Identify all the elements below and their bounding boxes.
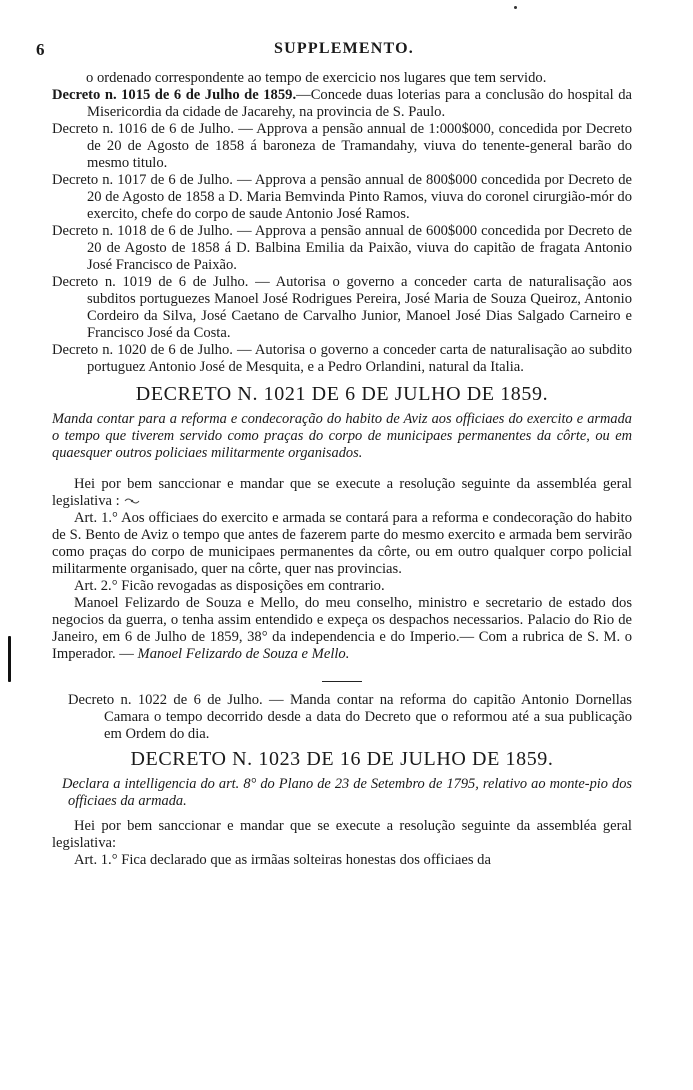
- decree-1023-preamble: Hei por bem sanccionar e mandar que se execute a resolução seguinte da assembléa geral legislativa:: [52, 818, 632, 851]
- ornament-icon: [123, 496, 141, 506]
- decree-1021-article-2: [52, 578, 632, 595]
- decree-1023-title: DECRETO N. 1023 DE 16 DE JULHO DE 1859.: [130, 748, 554, 770]
- decree-1020-entry: Decreto n. 1020 de 6 de Julho. — Autorisa o governo a conceder carta de naturalisação ao subdito portuguez Antonio José de Mesquita, e a Pedro Orlandini, natural da Italia.: [52, 342, 632, 375]
- decree-1023-article-1: [52, 852, 632, 869]
- article-1-label: Art. 1.°: [74, 852, 118, 868]
- article-1-text: Fica declarado que as irmãas solteiras honestas dos officiaes da: [121, 852, 491, 868]
- decree-1021-signature: Manoel Felizardo de Souza e Mello.: [137, 646, 350, 662]
- decree-1015-text: —Concede duas loterias para a conclusão do hospital da Misericordia da cidade de Jacarehy, na provincia de S. Paulo.: [87, 87, 632, 120]
- margin-mark: [8, 636, 11, 682]
- section-divider: [322, 681, 362, 682]
- decree-1021-title: DECRETO N. 1021 DE 6 DE JULHO DE 1859.: [135, 383, 549, 405]
- decree-1018-entry: Decreto n. 1018 de 6 de Julho. — Approva a pensão annual de 600$000 concedida por Decreto de 20 de Agosto de 1858 á D. Balbina Emilia da Paixão, viuva do capitão de fragata Antonio José Francisco de Paixão.: [52, 223, 632, 273]
- page-header: [34, 40, 654, 64]
- decree-1021-article-1: [52, 510, 632, 578]
- decree-1021-closing: Manoel Felizardo de Souza e Mello, do meu conselho, ministro e secretario de estado dos negocios da guerra, o tenha assim entendido e expeça os despachos necessarios. Palacio do Rio de Janeiro, em 6 de Julho de 1859, 38° da independencia e do Imperio.— Com a rubrica de S. M. o Imperador. — Manoel Felizardo de Souza e Mello.: [52, 595, 632, 662]
- decree-1015-heading: Decreto n. 1015 de 6 de Julho de 1859.: [52, 87, 297, 103]
- article-1-label: Art. 1.°: [74, 510, 118, 526]
- article-2-text: Ficão revogadas as disposições em contrario.: [121, 578, 385, 594]
- decree-1019-entry: Decreto n. 1019 de 6 de Julho. — Autorisa o governo a conceder carta de naturalisação aos subditos portuguezes Manoel José Rodrigues Pereira, José Maria de Souza Queiroz, Antonio Cordeiro da Silva, José Caetano de Carvalho Junior, Manoel José Dias Salgado Carneiro e Francisco José da Costa.: [52, 274, 632, 341]
- continuation-text: o ordenado correspondente ao tempo de exercicio nos lugares que tem servido.: [86, 70, 547, 86]
- article-1-text: Aos officiaes do exercito e armada se contará para a reforma e condecoração do habito de S. Bento de Aviz o tempo que antes de fazerem parte do mesmo exercito e armada bem servirão como praças do corpo de municipaes permanentes da côrte, ou em outro qualquer corpo policial militarmente organisado, quer na côrte, quer nas provincias.: [52, 510, 632, 577]
- article-2-label: Art. 2.°: [74, 578, 118, 594]
- decree-1023-summary: Declara a intelligencia do art. 8° do Plano de 23 de Setembro de 1795, relativo ao monte-pio dos officiaes da armada.: [62, 776, 632, 809]
- decree-1022-entry: Decreto n. 1022 de 6 de Julho. — Manda contar na reforma do capitão Antonio Dornellas Camara o tempo decorrido desde a data do Decreto que o reformou até a sua publicação em Ordem do dia.: [68, 692, 632, 742]
- decree-1017-entry: Decreto n. 1017 de 6 de Julho. — Approva a pensão annual de 800$000 concedida por Decreto de 20 de Agosto de 1858 a D. Maria Bemvinda Pinto Ramos, viuva do coronel cirurgião-mór do exercito, chefe do corpo de saude Antonio José Ramos.: [52, 172, 632, 222]
- page-body: [52, 70, 632, 869]
- print-speck: [514, 6, 517, 9]
- decree-1021-summary: Manda contar para a reforma e condecoração do habito de Aviz aos officiaes do exercito e armada o tempo que tiverem servido como praças do corpo de municipaes permanentes da côrte, ou em quaesquer outros policiaes militarmente organisados.: [52, 411, 632, 461]
- running-title: SUPPLEMENTO.: [274, 40, 414, 57]
- decree-1016-entry: Decreto n. 1016 de 6 de Julho. — Approva a pensão annual de 1:000$000, concedida por Decreto de 20 de Agosto de 1858 á baroneza de Tramandahy, viuva do tenente-general barão do mesmo titulo.: [52, 121, 632, 171]
- decree-1015-entry: [52, 87, 632, 121]
- page-number: 6: [36, 40, 45, 59]
- decree-1021-preamble: Hei por bem sanccionar e mandar que se execute a resolução seguinte da assembléa geral legislativa :: [52, 476, 632, 509]
